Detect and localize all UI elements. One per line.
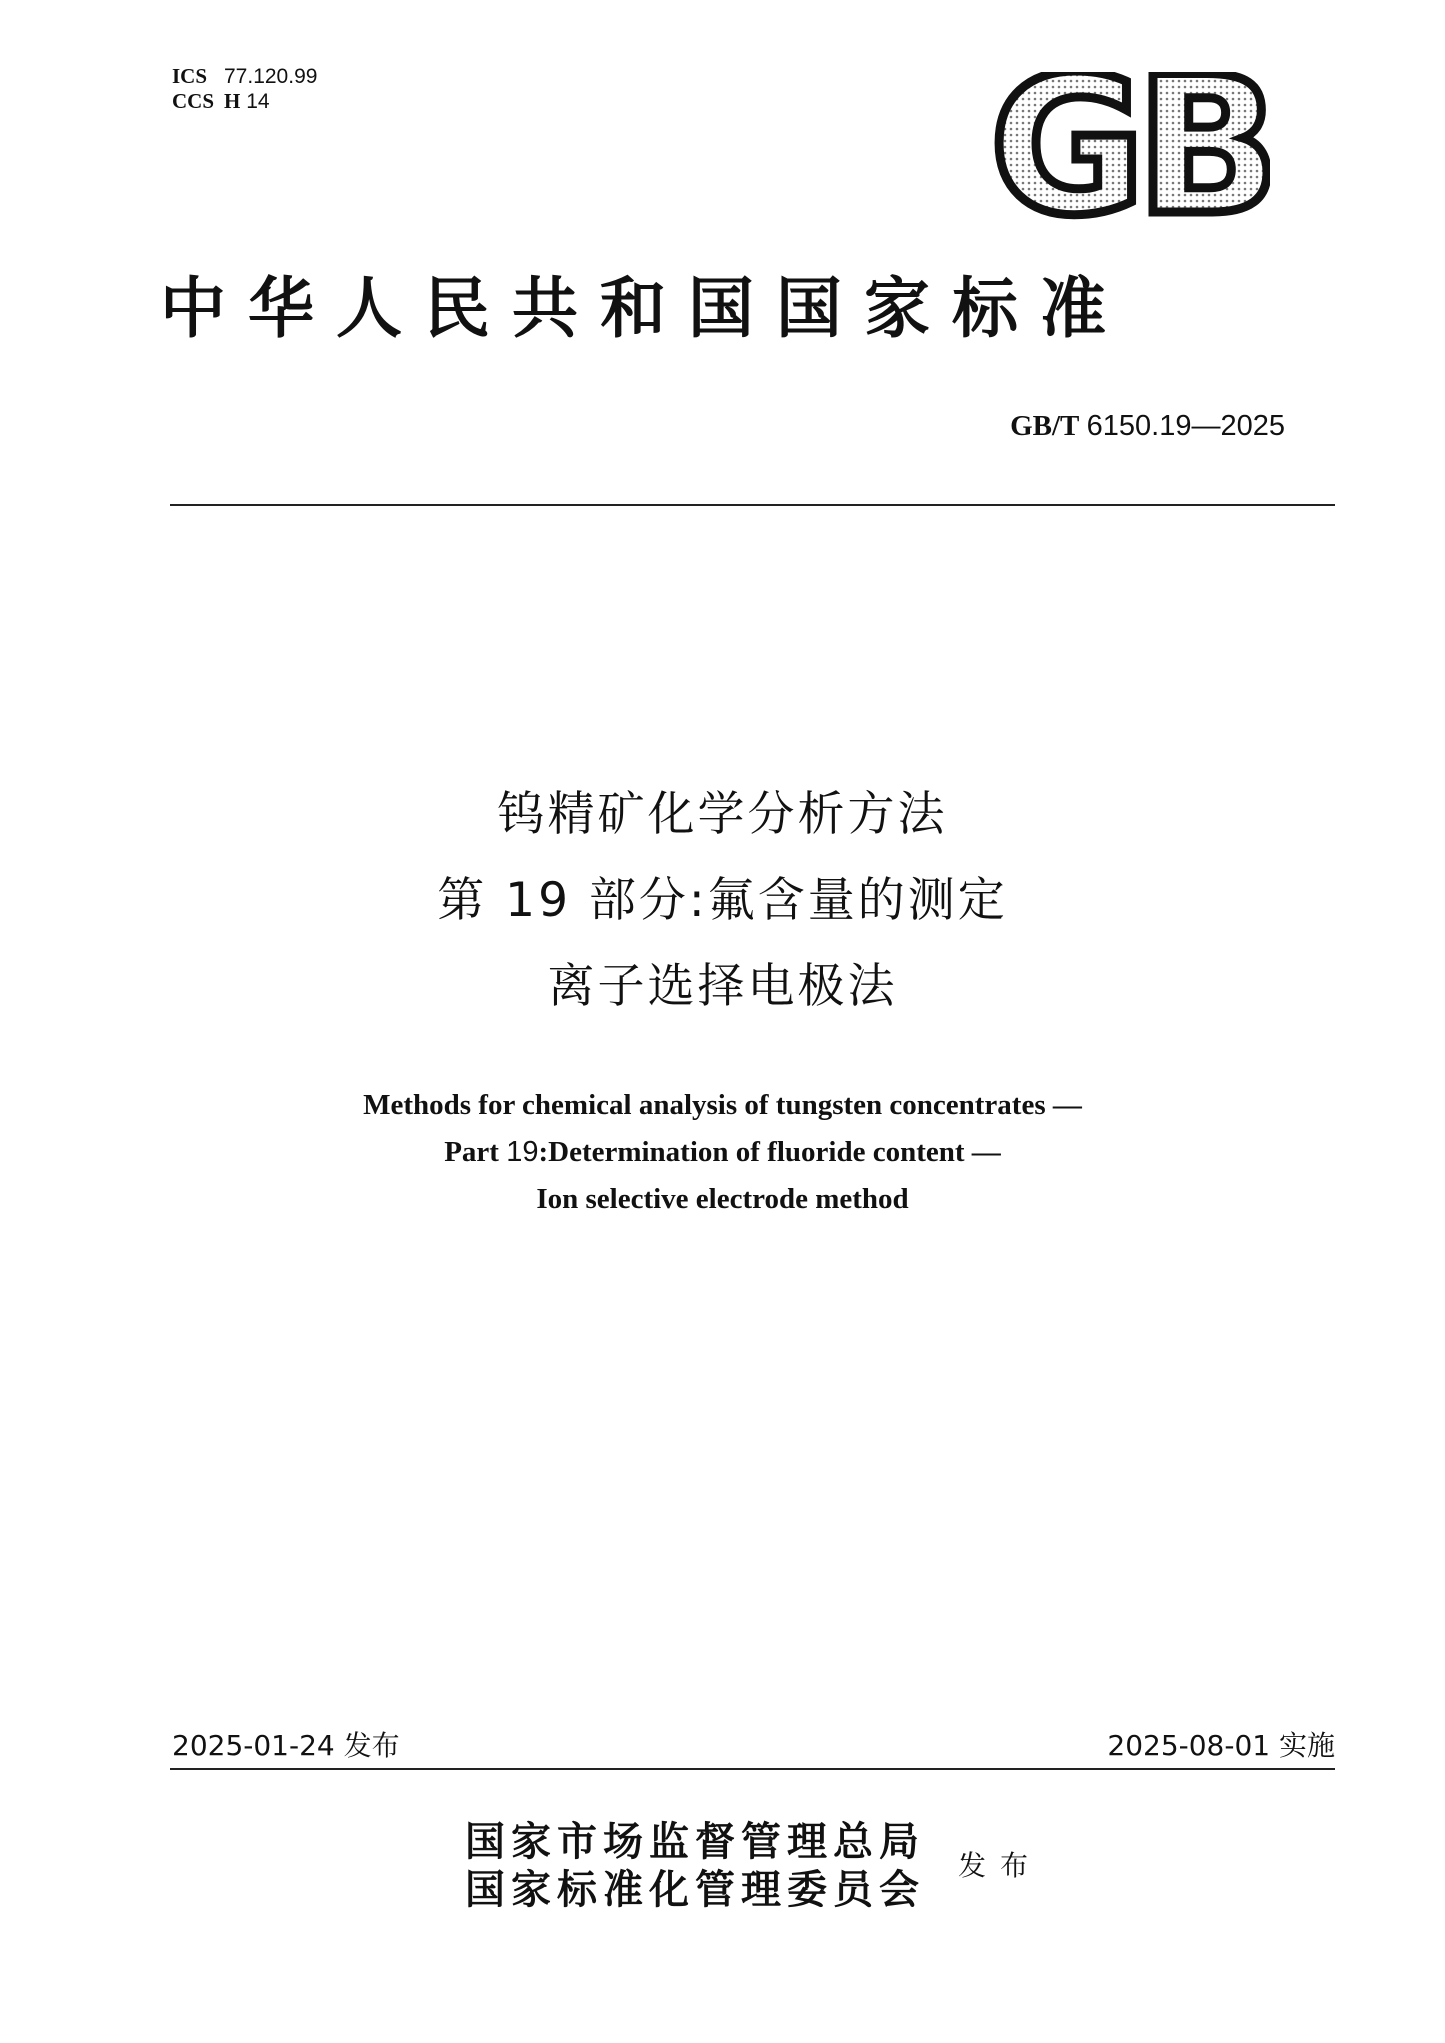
footer-divider <box>170 1768 1335 1770</box>
chinese-title-line-1: 钨精矿化学分析方法 <box>497 787 948 842</box>
header-divider <box>170 504 1335 506</box>
svg-text:GB: GB <box>990 72 1270 222</box>
issuing-authorities <box>465 1818 925 1914</box>
issuer-samr: 国家市场监督管理总局 <box>465 1818 925 1865</box>
chinese-title-line-2: 第 19 部分:氟含量的测定 <box>437 873 1008 928</box>
english-title-line-2: Part 19:Determination of fluoride content — <box>444 1136 1001 1168</box>
national-standard-title: 中华人民共和国国家标准 <box>160 269 1128 347</box>
publish-label: 发布 <box>958 1849 1043 1882</box>
ics-code: ICS 77.120.99 <box>172 64 318 88</box>
issue-date: 2025-01-24 发布 <box>172 1729 400 1762</box>
standard-number: GB/T 6150.19—2025 <box>1010 410 1285 442</box>
english-title-line-1: Methods for chemical analysis of tungsten concentrates — <box>363 1089 1082 1121</box>
issuer-sac: 国家标准化管理委员会 <box>465 1866 925 1913</box>
english-title-line-3: Ion selective electrode method <box>536 1183 909 1215</box>
classification-codes <box>172 64 317 114</box>
implementation-date: 2025-08-01 实施 <box>1107 1729 1335 1762</box>
chinese-title-line-3: 离子选择电极法 <box>547 959 898 1014</box>
ccs-code: CCS H 14 <box>172 89 270 113</box>
gb-logo <box>990 72 1270 222</box>
gb-logo-graphic <box>990 72 1270 222</box>
